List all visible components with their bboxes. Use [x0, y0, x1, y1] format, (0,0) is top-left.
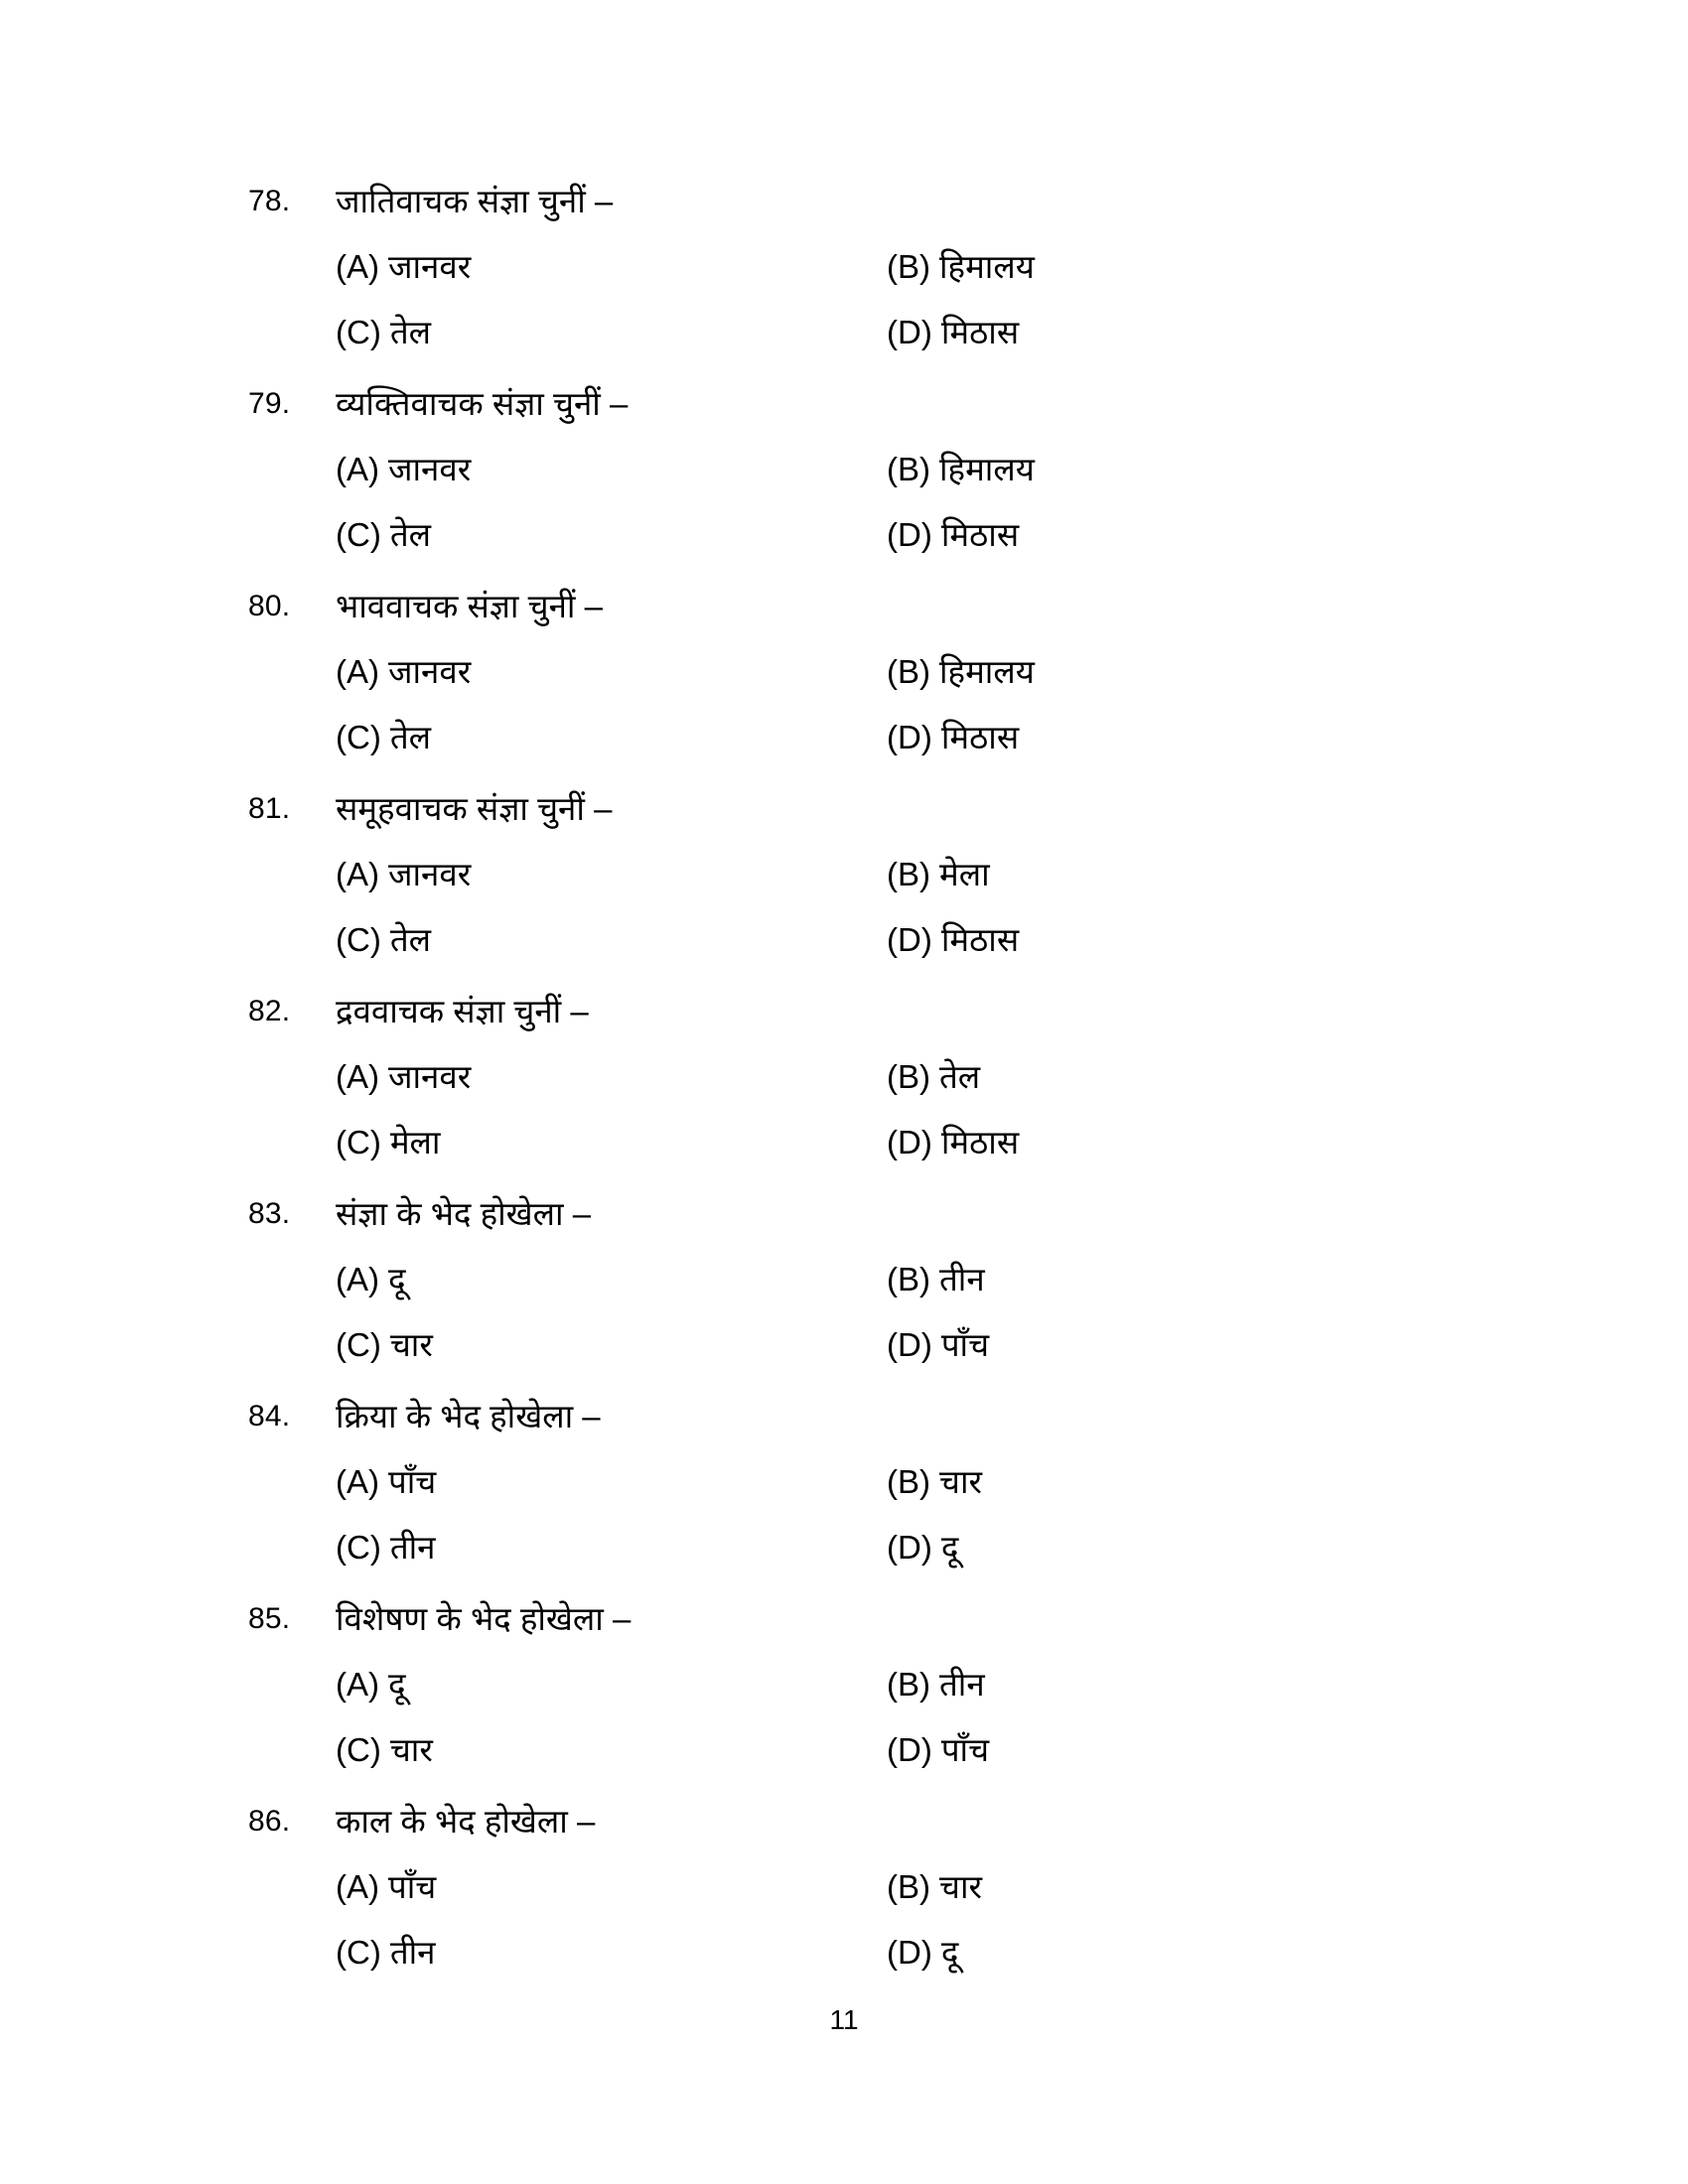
option-value: जानवर — [388, 1058, 472, 1095]
option-a[interactable] — [336, 1449, 887, 1515]
question-number: 80. — [248, 590, 291, 622]
option-c[interactable] — [336, 907, 887, 973]
option-value: मिठास — [940, 719, 1020, 755]
option-tag: (B) — [887, 856, 930, 892]
option-tag: (B) — [887, 1868, 930, 1905]
option-row — [248, 1652, 1440, 1717]
question-text: व्यक्तिवाचक संज्ञा चुनीं – — [336, 385, 629, 422]
option-b[interactable] — [887, 639, 1440, 705]
option-value: तीन — [939, 1666, 985, 1703]
question-block — [248, 1586, 1440, 1783]
option-value: तीन — [389, 1934, 436, 1971]
question-number: 78. — [248, 185, 291, 217]
option-tag: (C) — [336, 314, 381, 350]
option-value: दू — [940, 1934, 959, 1971]
option-tag: (B) — [887, 1058, 930, 1095]
option-value: तीन — [939, 1261, 985, 1297]
option-tag: (A) — [336, 1261, 379, 1297]
option-value: पाँच — [388, 1868, 437, 1905]
option-b[interactable] — [887, 1247, 1440, 1312]
option-tag: (A) — [336, 451, 379, 487]
option-value: हिमालय — [939, 451, 1035, 487]
option-tag: (B) — [887, 1666, 930, 1703]
option-value: तेल — [389, 921, 431, 958]
option-value: दू — [940, 1529, 959, 1566]
option-row — [248, 1920, 1440, 1985]
question-text: भाववाचक संज्ञा चुनीं – — [336, 588, 603, 624]
question-block — [248, 371, 1440, 568]
question-header — [248, 169, 1440, 234]
question-header — [248, 574, 1440, 639]
option-d[interactable] — [887, 705, 1440, 770]
option-value: तेल — [389, 314, 431, 350]
option-row — [248, 300, 1440, 365]
question-number: 79. — [248, 387, 291, 420]
option-row — [248, 842, 1440, 907]
option-a[interactable] — [336, 1247, 887, 1312]
option-tag: (C) — [336, 516, 381, 553]
option-row — [248, 437, 1440, 502]
option-a[interactable] — [336, 234, 887, 300]
option-b[interactable] — [887, 1449, 1440, 1515]
option-tag: (A) — [336, 1463, 379, 1500]
question-number: 83. — [248, 1197, 291, 1230]
option-a[interactable] — [336, 437, 887, 502]
option-b[interactable] — [887, 842, 1440, 907]
option-value: चार — [939, 1868, 982, 1905]
option-value: पाँच — [940, 1731, 990, 1768]
option-tag: (C) — [336, 1934, 381, 1971]
option-c[interactable] — [336, 705, 887, 770]
option-value: मिठास — [940, 1124, 1020, 1160]
option-value: मिठास — [940, 314, 1020, 350]
option-tag: (B) — [887, 1261, 930, 1297]
question-header — [248, 1384, 1440, 1449]
option-value: जानवर — [388, 653, 472, 690]
question-text: काल के भेद होखेला – — [336, 1803, 596, 1840]
option-c[interactable] — [336, 1110, 887, 1175]
option-tag: (D) — [887, 1934, 932, 1971]
option-value: चार — [939, 1463, 982, 1500]
option-value: दू — [388, 1666, 406, 1703]
option-tag: (D) — [887, 921, 932, 958]
option-tag: (B) — [887, 451, 930, 487]
option-d[interactable] — [887, 907, 1440, 973]
option-c[interactable] — [336, 1312, 887, 1378]
option-row — [248, 1717, 1440, 1783]
option-value: पाँच — [940, 1326, 990, 1363]
option-row — [248, 1044, 1440, 1110]
option-row — [248, 1247, 1440, 1312]
question-header — [248, 1789, 1440, 1854]
option-value: मेला — [939, 856, 990, 892]
option-d[interactable] — [887, 1515, 1440, 1580]
option-row — [248, 907, 1440, 973]
question-block — [248, 1384, 1440, 1580]
option-tag: (A) — [336, 1666, 379, 1703]
option-b[interactable] — [887, 234, 1440, 300]
option-c[interactable] — [336, 502, 887, 568]
option-row — [248, 1854, 1440, 1920]
option-c[interactable] — [336, 1515, 887, 1580]
option-tag: (D) — [887, 1731, 932, 1768]
option-b[interactable] — [887, 1854, 1440, 1920]
option-tag: (A) — [336, 653, 379, 690]
option-tag: (B) — [887, 653, 930, 690]
option-a[interactable] — [336, 1652, 887, 1717]
option-value: पाँच — [388, 1463, 437, 1500]
option-value: मिठास — [940, 921, 1020, 958]
question-text: समूहवाचक संज्ञा चुनीं – — [336, 790, 613, 827]
option-row — [248, 234, 1440, 300]
option-b[interactable] — [887, 1044, 1440, 1110]
option-tag: (D) — [887, 516, 932, 553]
option-tag: (A) — [336, 1868, 379, 1905]
option-b[interactable] — [887, 437, 1440, 502]
option-tag: (D) — [887, 314, 932, 350]
question-header — [248, 776, 1440, 842]
question-number: 86. — [248, 1805, 291, 1838]
question-block — [248, 169, 1440, 365]
option-value: हिमालय — [939, 248, 1035, 285]
option-tag: (C) — [336, 1731, 381, 1768]
option-tag: (B) — [887, 248, 930, 285]
option-value: दू — [388, 1261, 406, 1297]
option-value: मिठास — [940, 516, 1020, 553]
question-list — [248, 169, 1440, 1991]
option-c[interactable] — [336, 1717, 887, 1783]
option-tag: (C) — [336, 921, 381, 958]
option-tag: (A) — [336, 1058, 379, 1095]
question-text: जातिवाचक संज्ञा चुनीं – — [336, 183, 614, 219]
question-header — [248, 1586, 1440, 1652]
option-c[interactable] — [336, 300, 887, 365]
question-block — [248, 979, 1440, 1175]
option-value: जानवर — [388, 856, 472, 892]
question-text: द्रववाचक संज्ञा चुनीं – — [336, 993, 589, 1029]
question-number: 82. — [248, 995, 291, 1027]
option-row — [248, 639, 1440, 705]
option-tag: (A) — [336, 856, 379, 892]
option-d[interactable] — [887, 1110, 1440, 1175]
question-block — [248, 1181, 1440, 1378]
question-number: 81. — [248, 792, 291, 825]
page-number: 11 — [829, 2004, 859, 2035]
option-b[interactable] — [887, 1652, 1440, 1717]
question-header — [248, 979, 1440, 1044]
option-value: जानवर — [388, 451, 472, 487]
option-value: तेल — [939, 1058, 981, 1095]
option-value: हिमालय — [939, 653, 1035, 690]
option-tag: (D) — [887, 719, 932, 755]
option-d[interactable] — [887, 502, 1440, 568]
option-value: तेल — [389, 516, 431, 553]
option-tag: (C) — [336, 1529, 381, 1566]
question-text: विशेषण के भेद होखेला – — [336, 1600, 632, 1637]
option-tag: (D) — [887, 1124, 932, 1160]
option-c[interactable] — [336, 1920, 887, 1985]
option-tag: (C) — [336, 1124, 381, 1160]
question-number: 85. — [248, 1602, 291, 1635]
option-tag: (A) — [336, 248, 379, 285]
option-d[interactable] — [887, 1717, 1440, 1783]
option-value: जानवर — [388, 248, 472, 285]
option-a[interactable] — [336, 1044, 887, 1110]
option-d[interactable] — [887, 1312, 1440, 1378]
question-text: संज्ञा के भेद होखेला – — [336, 1195, 592, 1232]
option-row — [248, 1515, 1440, 1580]
option-value: चार — [389, 1326, 433, 1363]
option-d[interactable] — [887, 1920, 1440, 1985]
question-block — [248, 776, 1440, 973]
option-a[interactable] — [336, 842, 887, 907]
question-number: 84. — [248, 1400, 291, 1433]
question-text: क्रिया के भेद होखेला – — [336, 1398, 601, 1434]
option-d[interactable] — [887, 300, 1440, 365]
option-row — [248, 705, 1440, 770]
option-tag: (C) — [336, 1326, 381, 1363]
question-header — [248, 1181, 1440, 1247]
question-header — [248, 371, 1440, 437]
option-row — [248, 502, 1440, 568]
option-row — [248, 1110, 1440, 1175]
option-value: मेला — [389, 1124, 441, 1160]
option-tag: (D) — [887, 1529, 932, 1566]
option-tag: (C) — [336, 719, 381, 755]
question-block — [248, 574, 1440, 770]
question-block — [248, 1789, 1440, 1985]
option-row — [248, 1449, 1440, 1515]
option-a[interactable] — [336, 639, 887, 705]
option-value: तेल — [389, 719, 431, 755]
option-tag: (D) — [887, 1326, 932, 1363]
option-value: तीन — [389, 1529, 436, 1566]
option-tag: (B) — [887, 1463, 930, 1500]
option-a[interactable] — [336, 1854, 887, 1920]
option-value: चार — [389, 1731, 433, 1768]
option-row — [248, 1312, 1440, 1378]
